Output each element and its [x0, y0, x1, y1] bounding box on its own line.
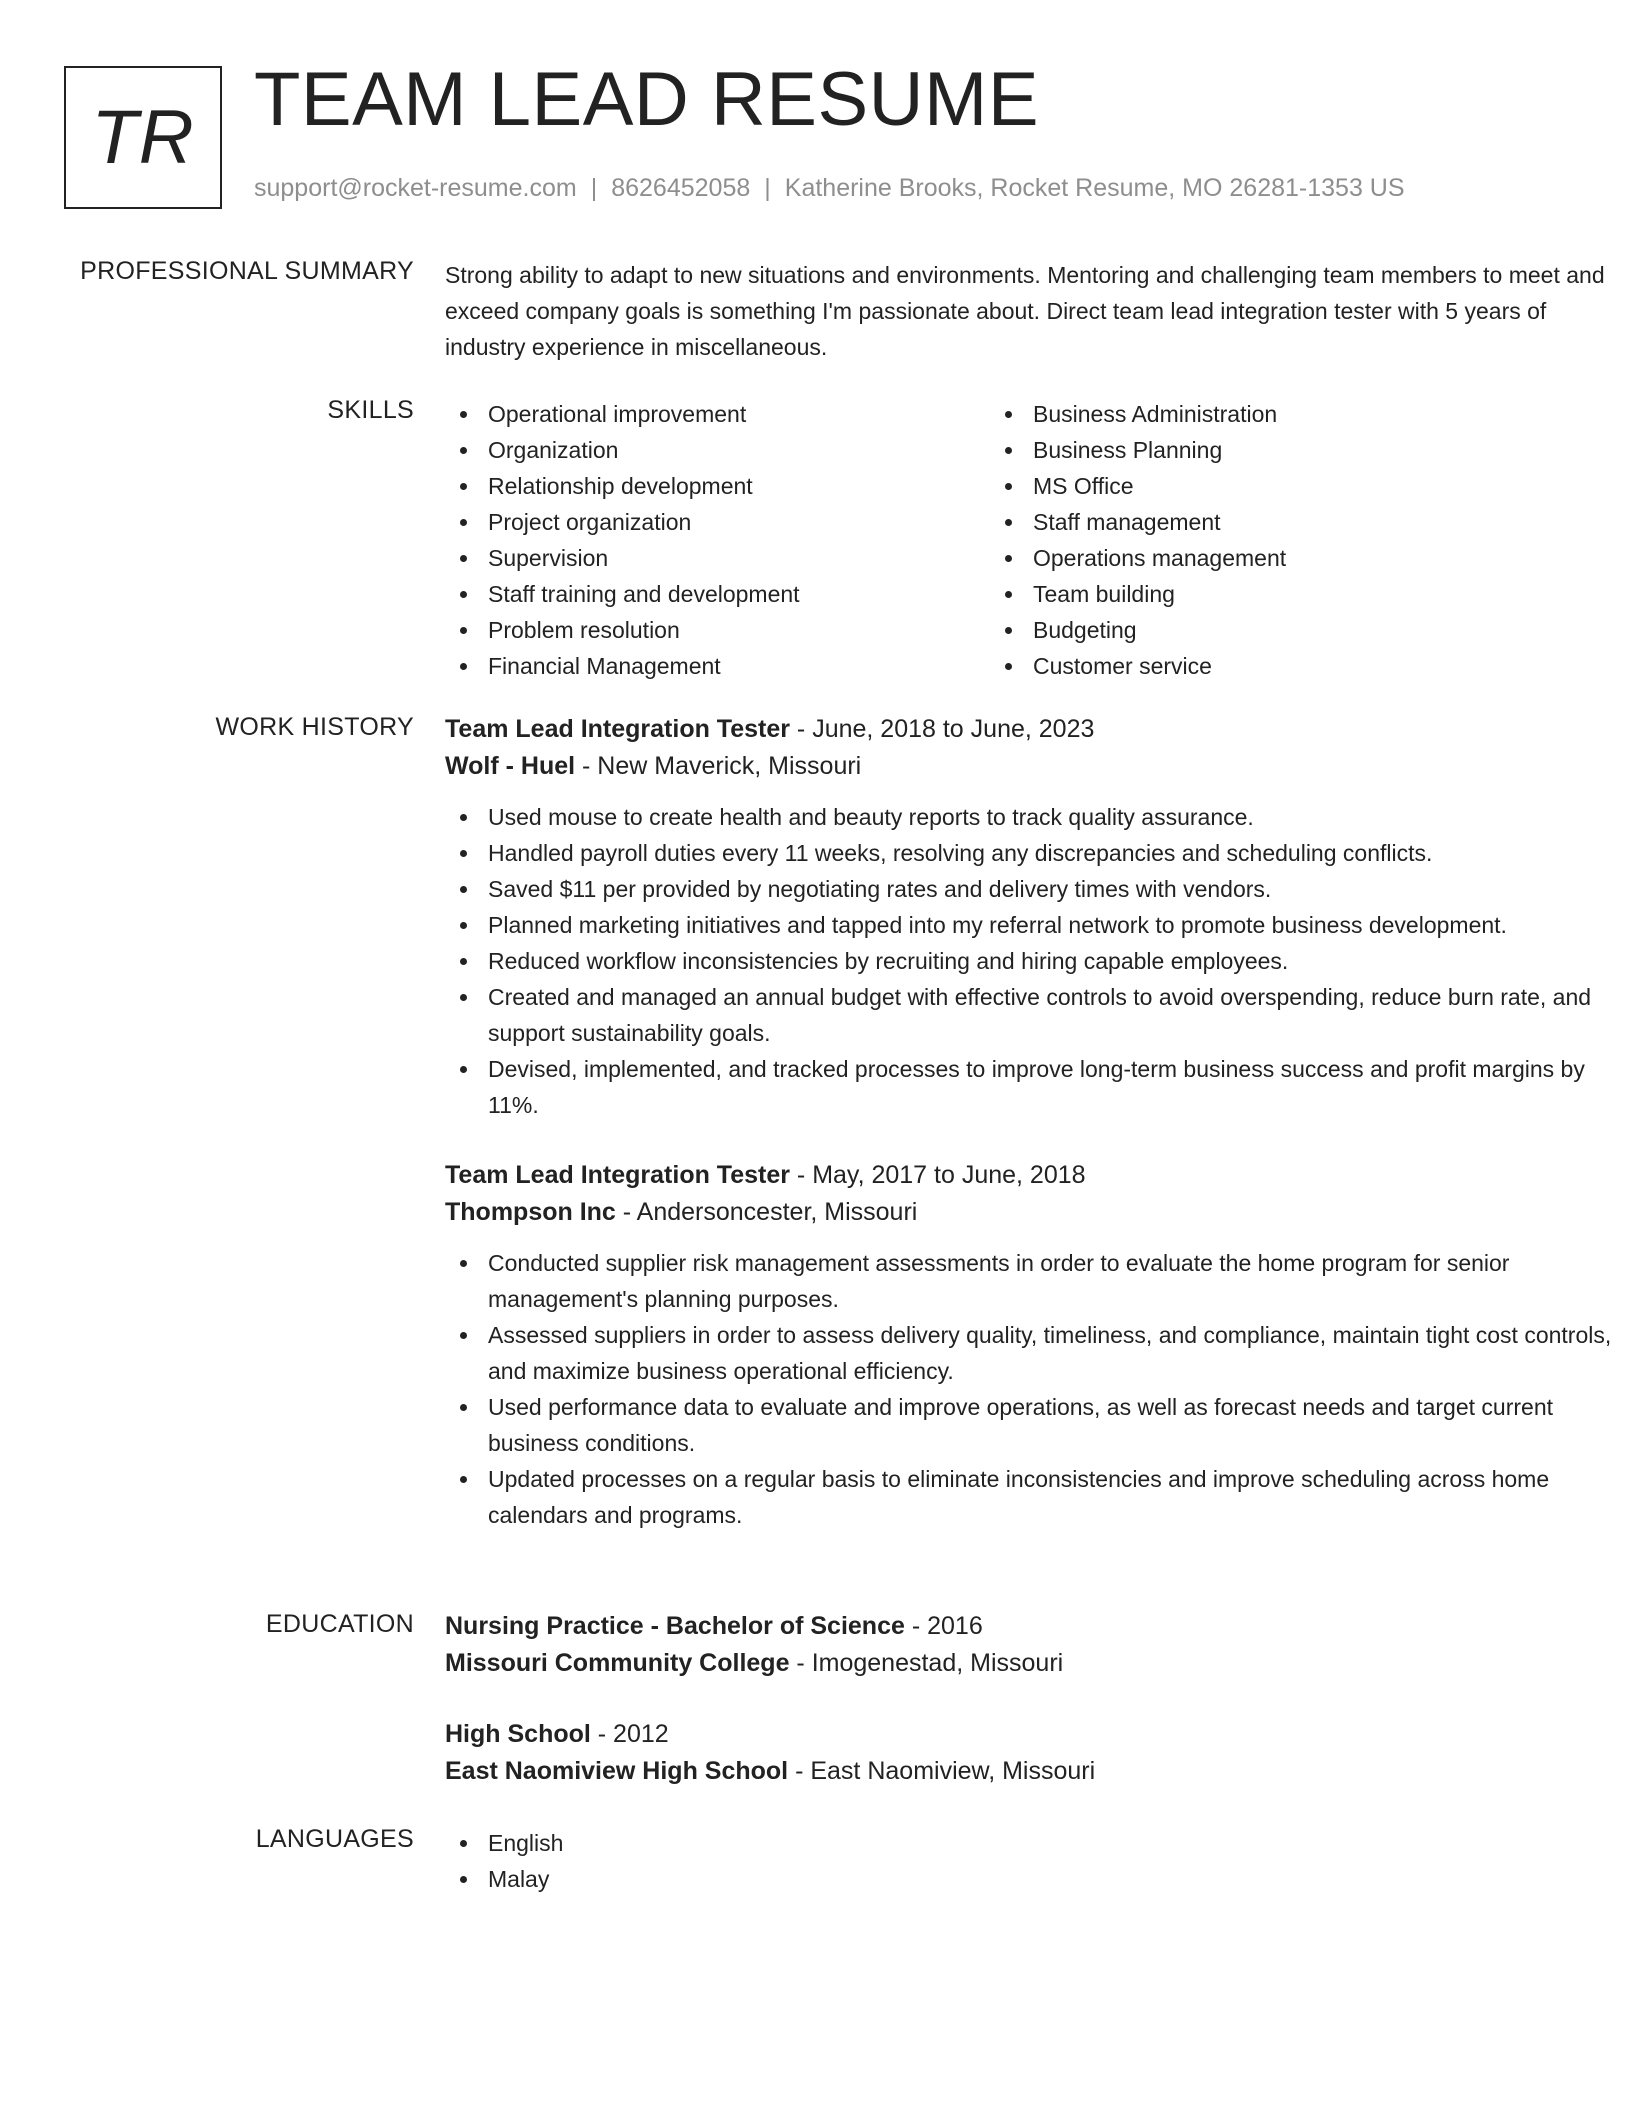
- job-company: Wolf - Huel: [445, 752, 576, 780]
- summary-text: Strong ability to adapt to new situations and environments. Mentoring and challenging team members to meet and exceed company goals is something I'm passionate about. Direct team lead integration tester with 5 years of industry experience in miscellaneous.: [445, 262, 1605, 360]
- education-location: - Imogenestad, Missouri: [789, 1649, 1064, 1677]
- contact-address: Katherine Brooks, Rocket Resume, MO 26281-1353 US: [784, 174, 1405, 202]
- job-title-line: [445, 711, 1620, 748]
- education-school-line: [445, 1645, 1620, 1682]
- job-entry: [445, 1157, 1620, 1533]
- job-bullet: Assessed suppliers in order to assess delivery quality, timeliness, and compliance, maintain tight cost controls, and maximize business operational efficiency.: [445, 1317, 1620, 1389]
- skill-item: Operations management: [990, 540, 1535, 576]
- education-location: - East Naomiview, Missouri: [788, 1757, 1096, 1785]
- education-school-line: [445, 1753, 1620, 1790]
- education-year: - 2012: [590, 1720, 669, 1748]
- education-degree: Nursing Practice - Bachelor of Science: [445, 1612, 905, 1640]
- skill-item: Financial Management: [445, 648, 990, 684]
- monogram-box: [64, 66, 222, 209]
- job-title: Team Lead Integration Tester: [445, 1161, 790, 1189]
- job-entry: [445, 711, 1620, 1123]
- skills-list-left: [445, 396, 990, 684]
- job-bullet: Reduced workflow inconsistencies by recruiting and hiring capable employees.: [445, 943, 1620, 979]
- resume-title: TEAM LEAD RESUME: [254, 57, 1040, 142]
- skill-item: Problem resolution: [445, 612, 990, 648]
- languages-body: [445, 1825, 1620, 1897]
- skill-item: Relationship development: [445, 468, 990, 504]
- section-label-summary: PROFESSIONAL SUMMARY: [80, 257, 414, 285]
- job-bullet: Planned marketing initiatives and tapped into my referral network to promote business development.: [445, 907, 1620, 943]
- job-company: Thompson Inc: [445, 1198, 616, 1226]
- job-bullet: Updated processes on a regular basis to eliminate inconsistencies and improve scheduling across home calendars and programs.: [445, 1461, 1620, 1533]
- skill-item: Staff management: [990, 504, 1535, 540]
- resume-header: [64, 57, 1564, 214]
- section-label-work-history: WORK HISTORY: [215, 713, 414, 741]
- job-dates: - May, 2017 to June, 2018: [789, 1161, 1086, 1189]
- contact-separator: |: [590, 174, 598, 202]
- job-location: - New Maverick, Missouri: [575, 752, 862, 780]
- job-bullet: Saved $11 per provided by negotiating rates and delivery times with vendors.: [445, 871, 1620, 907]
- skill-item: Customer service: [990, 648, 1535, 684]
- job-title: Team Lead Integration Tester: [445, 715, 790, 743]
- job-bullet: Used performance data to evaluate and improve operations, as well as forecast needs and target current business conditions.: [445, 1389, 1620, 1461]
- job-title-line: [445, 1157, 1620, 1194]
- skill-item: Business Planning: [990, 432, 1535, 468]
- education-school: East Naomiview High School: [445, 1757, 789, 1785]
- job-bullet: Conducted supplier risk management assessments in order to evaluate the home program for senior management's planning purposes.: [445, 1245, 1620, 1317]
- job-bullets: [445, 1245, 1620, 1533]
- spacer: [445, 1123, 1620, 1157]
- section-label-languages: LANGUAGES: [255, 1825, 414, 1853]
- job-bullets: [445, 799, 1620, 1123]
- education-body: [445, 1608, 1620, 1790]
- contact-phone[interactable]: 8626452058: [611, 174, 751, 202]
- skill-item: Project organization: [445, 504, 990, 540]
- skill-item: MS Office: [990, 468, 1535, 504]
- contact-separator: |: [764, 174, 771, 202]
- skills-body: [445, 396, 1620, 684]
- language-item: English: [445, 1825, 1620, 1861]
- education-year: - 2016: [904, 1612, 983, 1640]
- job-company-line: [445, 1194, 1620, 1231]
- work-history-body: [445, 711, 1620, 1533]
- skill-item: Business Administration: [990, 396, 1535, 432]
- education-entry: [445, 1716, 1620, 1790]
- education-degree-line: [445, 1716, 1620, 1753]
- skills-list-right: [990, 396, 1535, 684]
- languages-list: [445, 1825, 1620, 1897]
- education-degree-line: [445, 1608, 1620, 1645]
- job-bullet: Devised, implemented, and tracked processes to improve long-term business success and profit margins by 11%.: [445, 1051, 1620, 1123]
- job-bullet: Handled payroll duties every 11 weeks, resolving any discrepancies and scheduling conflicts.: [445, 835, 1620, 871]
- job-dates: - June, 2018 to June, 2023: [789, 715, 1095, 743]
- job-bullet: Used mouse to create health and beauty reports to track quality assurance.: [445, 799, 1620, 835]
- contact-email[interactable]: support@rocket-resume.com: [254, 174, 577, 202]
- skill-item: Team building: [990, 576, 1535, 612]
- job-location: - Andersoncester, Missouri: [615, 1198, 918, 1226]
- education-degree: High School: [445, 1720, 591, 1748]
- skill-item: Supervision: [445, 540, 990, 576]
- monogram-initials: TR: [91, 95, 195, 180]
- skill-item: Budgeting: [990, 612, 1535, 648]
- section-label-education: EDUCATION: [265, 1610, 414, 1638]
- spacer: [445, 1682, 1620, 1716]
- skill-item: Organization: [445, 432, 990, 468]
- language-item: Malay: [445, 1861, 1620, 1897]
- contact-line: [254, 174, 1405, 203]
- job-bullet: Created and managed an annual budget with effective controls to avoid overspending, reduce burn rate, and support sustainability goals.: [445, 979, 1620, 1051]
- job-company-line: [445, 748, 1620, 785]
- education-school: Missouri Community College: [445, 1649, 790, 1677]
- skill-item: Operational improvement: [445, 396, 990, 432]
- skill-item: Staff training and development: [445, 576, 990, 612]
- section-label-skills: SKILLS: [327, 396, 414, 424]
- education-entry: [445, 1608, 1620, 1682]
